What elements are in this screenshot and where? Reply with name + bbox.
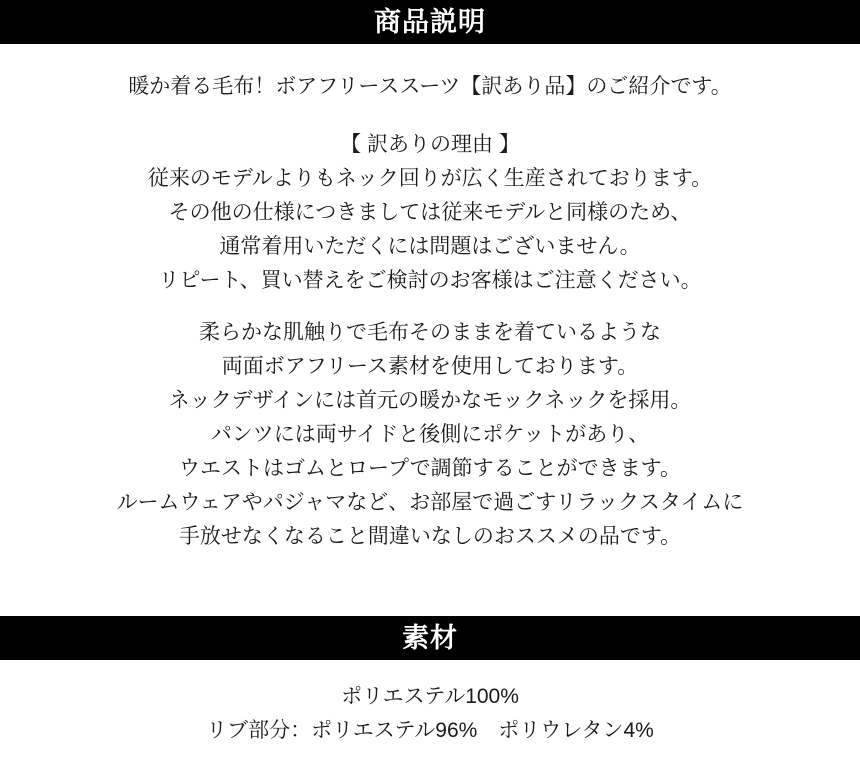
material-line: ポリエステル100% <box>341 685 519 709</box>
reason-line: 従来のモデルよりもネック回りが広く生産されております。 <box>147 167 713 191</box>
reason-line: 【 訳ありの理由 】 <box>340 133 520 157</box>
description-body <box>0 44 860 554</box>
features-line: 両面ボアフリース素材を使用しております。 <box>221 355 639 379</box>
features-line: ネックデザインには首元の暖かなモックネックを採用。 <box>168 389 692 413</box>
features-block <box>0 316 860 554</box>
features-line: ウエストはゴムとロープで調節することができます。 <box>179 457 681 481</box>
section-spacer <box>0 554 860 616</box>
description-lead-text: 暖か着る毛布！ボアフリーススーツ【訳あり品】のご紹介です。 <box>128 75 732 98</box>
features-line: 手放せなくなること間違いなしのおススメの品です。 <box>178 525 682 549</box>
section-header-description: 商品説明 <box>0 0 860 44</box>
reason-block <box>0 128 860 298</box>
reason-line: リピート、買い替えをご検討のお客様はご注意ください。 <box>158 269 702 293</box>
reason-line: その他の仕様につきましては従来モデルと同様のため、 <box>168 201 692 225</box>
reason-line: 通常着用いただくには問題はございません。 <box>219 235 641 259</box>
features-line: 柔らかな肌触りで毛布そのままを着ているような <box>199 321 661 345</box>
features-line: パンツには両サイドと後側にポケットがあり、 <box>210 423 650 447</box>
section-header-material: 素材 <box>0 616 860 660</box>
material-body <box>0 660 860 748</box>
material-line: リブ部分：ポリエステル96% ポリウレタン4% <box>206 719 654 743</box>
features-line: ルームウェアやパジャマなど、お部屋で過ごすリラックスタイムに <box>116 491 744 515</box>
